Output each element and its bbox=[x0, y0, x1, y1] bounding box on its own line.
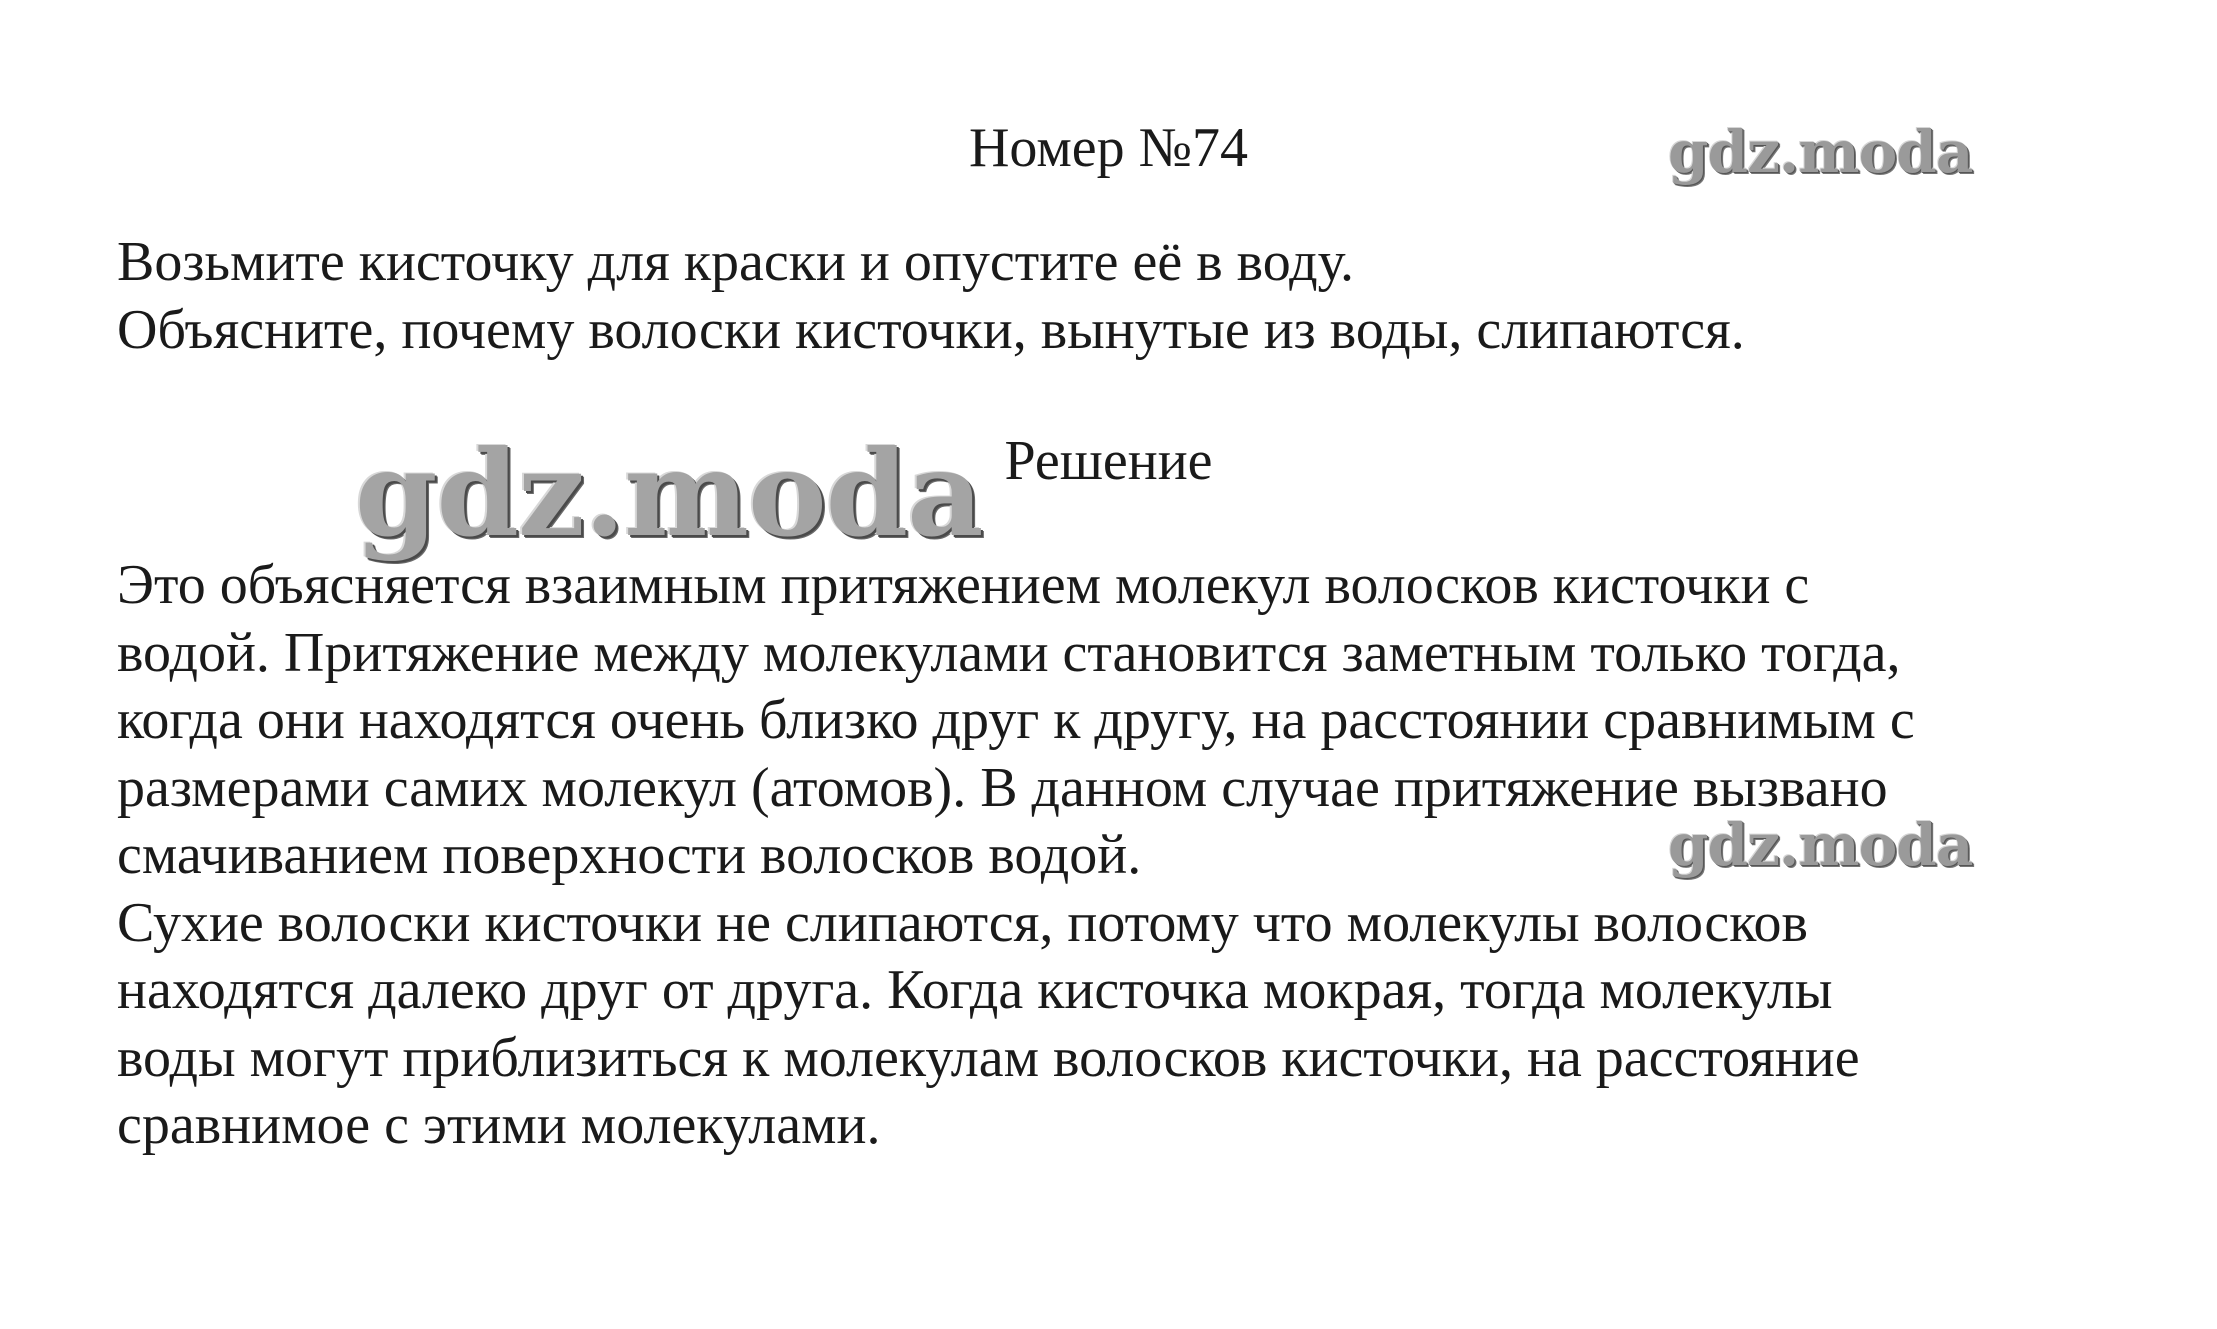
watermark-logo-top: gdz.moda bbox=[1668, 118, 1973, 186]
solution-heading: Решение bbox=[1004, 430, 1213, 492]
solution-line: сравнимое с этими молекулами. bbox=[117, 1094, 881, 1156]
solution-line: водой. Притяжение между молекулами становится заметным только тогда, bbox=[117, 621, 1901, 684]
watermark-logo-middle: gdz.moda bbox=[355, 424, 983, 563]
solution-line: Это объясняется взаимным притяжением молекул волосков кисточки с bbox=[117, 554, 1810, 616]
solution-line: находятся далеко друг от друга. Когда кисточка мокрая, тогда молекулы bbox=[117, 959, 1833, 1021]
task-text bbox=[117, 228, 2137, 364]
solution-line: смачиванием поверхности волосков водой. bbox=[117, 824, 1142, 886]
solution-line: воды могут приблизиться к молекулам волосков кисточки, на расстояние bbox=[117, 1026, 1860, 1089]
solution-line: размерами самих молекул (атомов). В данном случае притяжение вызвано bbox=[117, 756, 1888, 819]
task-line: Объясните, почему волоски кисточки, вынутые из воды, слипаются. bbox=[117, 299, 1745, 361]
watermark-logo-bottom: gdz.moda bbox=[1668, 811, 1973, 879]
page-title: Номер №74 bbox=[968, 117, 1249, 179]
task-line: Возьмите кисточку для краски и опустите её в воду. bbox=[117, 231, 1354, 293]
solution-line: Сухие волоски кисточки не слипаются, потому что молекулы волосков bbox=[117, 891, 1808, 954]
solution-line: когда они находятся очень близко друг к другу, на расстоянии сравнимым с bbox=[117, 689, 1915, 751]
